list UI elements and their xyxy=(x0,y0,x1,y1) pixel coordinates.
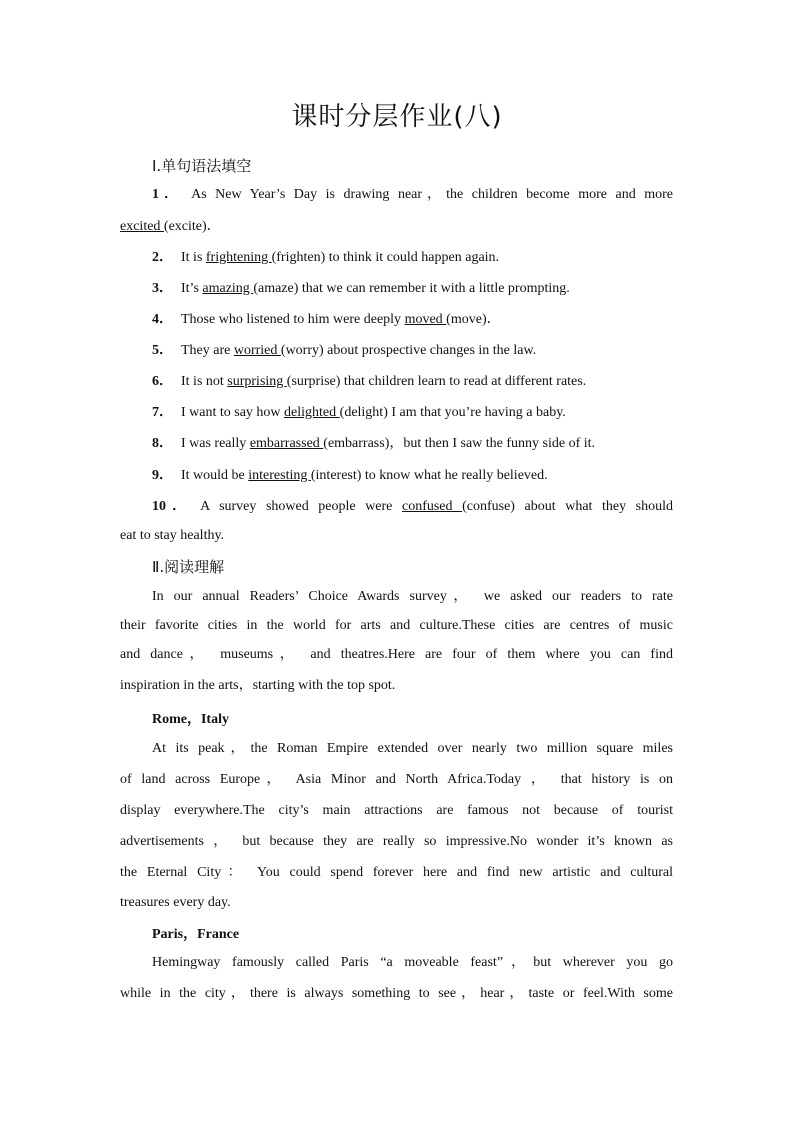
answer-blank: moved xyxy=(404,312,447,327)
item-text: It is not xyxy=(181,374,228,389)
answer-blank: amazing xyxy=(202,281,254,296)
item-text: It’s xyxy=(181,281,203,296)
paragraph-line: Hemingway famously called Paris “a moveable feast”，but wherever you go xyxy=(152,955,673,970)
item-text: I was really xyxy=(181,436,250,451)
paragraph-line: their favorite cities in the world for arts and culture.These cities are centres of music xyxy=(120,618,673,633)
item-number: 4． xyxy=(152,312,173,327)
paragraph-line: of land across Europe， Asia Minor and North Africa.Today ， that history is on xyxy=(120,772,673,787)
exercise-item-10-cont: eat to stay healthy. xyxy=(120,528,225,543)
item-text: (confuse) about what they should xyxy=(462,499,674,514)
exercise-item-6 xyxy=(152,373,673,391)
item-number: 10． xyxy=(152,499,193,514)
section-heading-grammar: Ⅰ.单句语法填空 xyxy=(152,157,252,175)
answer-blank: delighted xyxy=(284,405,340,420)
item-number: 7． xyxy=(152,405,173,420)
item-text: As New Year’s Day is drawing near，the children become more and more xyxy=(191,187,674,202)
exercise-item-3 xyxy=(152,280,673,298)
item-text: (excite)． xyxy=(163,219,221,234)
page-title: 课时分层作业(八) xyxy=(291,102,503,132)
item-text: (frighten) to think it could happen again. xyxy=(271,250,500,265)
paragraph-line: inspiration in the arts，starting with the top spot. xyxy=(120,678,396,693)
item-text: It would be xyxy=(181,468,249,483)
item-text: (interest) to know what he really believed. xyxy=(310,468,548,483)
exercise-item-1 xyxy=(152,186,673,204)
item-number: 8． xyxy=(152,436,173,451)
subheading-rome: Rome，Italy xyxy=(152,712,229,727)
paragraph-line: while in the city，there is always something to see，hear，taste or feel.With some xyxy=(120,986,673,1001)
paragraph-line: the Eternal City： You could spend forever here and find new artistic and cultural xyxy=(120,865,673,880)
exercise-item-10 xyxy=(152,498,673,516)
item-number: 9． xyxy=(152,468,173,483)
paragraph-line: In our annual Readers’ Choice Awards survey， we asked our readers to rate xyxy=(152,589,673,604)
item-number: 2． xyxy=(152,250,173,265)
answer-blank: interesting xyxy=(248,468,311,483)
section-heading-reading: Ⅱ.阅读理解 xyxy=(152,558,225,576)
item-text: A survey showed people were xyxy=(200,499,402,514)
item-number: 3． xyxy=(152,281,173,296)
item-text: They are xyxy=(181,343,234,358)
answer-blank: excited xyxy=(120,219,164,234)
answer-blank: embarrassed xyxy=(249,436,324,451)
subheading-paris: Paris，France xyxy=(152,927,240,942)
exercise-item-7 xyxy=(152,404,673,422)
exercise-item-9 xyxy=(152,467,673,485)
item-number: 5． xyxy=(152,343,173,358)
item-text: (embarrass)，but then I saw the funny side of it. xyxy=(323,436,596,451)
answer-blank: frightening xyxy=(205,250,272,265)
exercise-item-2 xyxy=(152,249,673,267)
item-number: 6． xyxy=(152,374,173,389)
item-number: 1． xyxy=(152,187,184,202)
answer-blank: confused xyxy=(401,499,463,514)
paragraph-line: display everywhere.The city’s main attractions are famous not because of tourist xyxy=(120,803,673,818)
exercise-item-4 xyxy=(152,311,673,329)
exercise-item-8 xyxy=(152,435,673,453)
paragraph-line: At its peak，the Roman Empire extended over nearly two million square miles xyxy=(152,741,673,756)
answer-blank: surprising xyxy=(227,374,287,389)
paragraph-line: treasures every day. xyxy=(120,895,231,910)
exercise-item-1-cont xyxy=(120,218,673,236)
item-text: (surprise) that children learn to read at different rates. xyxy=(286,374,587,389)
answer-blank: worried xyxy=(233,343,281,358)
item-text: (amaze) that we can remember it with a little prompting. xyxy=(253,281,570,296)
item-text: (delight) I am that you’re having a baby. xyxy=(339,405,566,420)
exercise-item-5 xyxy=(152,342,673,360)
item-text: (move)． xyxy=(446,312,501,327)
item-text: It is xyxy=(181,250,206,265)
item-text: I want to say how xyxy=(181,405,285,420)
paragraph-line: and dance， museums， and theatres.Here are four of them where you can find xyxy=(120,647,673,662)
item-text: (worry) about prospective changes in the law. xyxy=(280,343,537,358)
item-text: Those who listened to him were deeply xyxy=(181,312,405,327)
paragraph-line: advertisements ， but because they are really so impressive.No wonder it’s known as xyxy=(120,834,673,849)
